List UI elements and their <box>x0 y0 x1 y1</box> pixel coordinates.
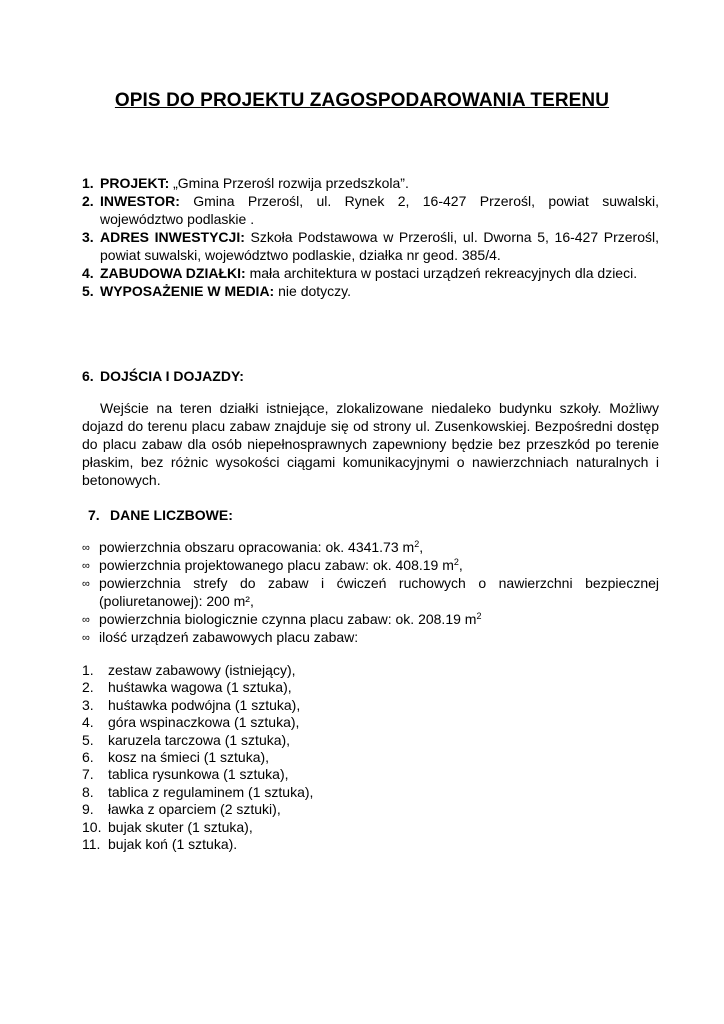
list-text: góra wspinaczkowa (1 sztuka), <box>108 714 300 731</box>
info-item-label: PROJEKT: <box>100 175 170 191</box>
info-item-number: 5. <box>82 283 94 299</box>
list-item <box>82 714 313 731</box>
list-item <box>82 836 313 853</box>
info-item-number: 3. <box>82 229 94 245</box>
section-access-paragraph: Wejście na teren działki istniejące, zlokalizowane niedaleko budynku szkoły. Możliwy dojazd do terenu placu zabaw znajduje się od strony ul. Zusenkowskiej. Bezpośredni dostęp do placu zabaw dla osób niepełnosprawnych zapewniony będzie bez przeszkód po terenie płaskim, bez różnic wysokości ciągami komunikacyjnymi o nawierzchniach naturalnych i betonowych. <box>82 400 659 488</box>
equipment-list <box>82 662 313 853</box>
bullet-suffix: , <box>419 539 424 555</box>
list-text: karuzela tarczowa (1 sztuka), <box>108 731 291 748</box>
info-item-label: WYPOSAŻENIE W MEDIA: <box>100 283 275 299</box>
list-number: 7. <box>82 766 94 783</box>
info-item-text: Gmina Przerośl, ul. Rynek 2, 16-427 Przerośl, powiat suwalski, województwo podlaskie . <box>100 193 659 227</box>
info-item-text: nie dotyczy. <box>278 283 352 299</box>
infinity-bullet-icon: ∞ <box>82 632 90 644</box>
section-heading: DANE LICZBOWE: <box>110 507 233 523</box>
bullet-item <box>82 556 659 574</box>
list-text: zestaw zabawowy (istniejący), <box>108 662 296 678</box>
list-item <box>82 679 313 696</box>
bullet-text: ilość urządzeń zabawowych placu zabaw: <box>99 629 359 645</box>
list-number: 9. <box>82 801 94 818</box>
list-number: 11. <box>82 836 101 853</box>
info-item-investor <box>82 192 659 228</box>
list-item <box>82 662 313 679</box>
list-number: 3. <box>82 696 94 713</box>
list-text: ławka z oparciem (2 sztuki), <box>108 801 281 818</box>
list-number: 2. <box>82 679 94 696</box>
list-text: bujak skuter (1 sztuka), <box>108 818 253 835</box>
list-item <box>82 801 313 818</box>
info-item-address <box>82 228 659 264</box>
list-item <box>82 766 313 783</box>
info-item-number: 1. <box>82 175 94 191</box>
list-number: 5. <box>82 731 94 748</box>
figures-bullet-list <box>82 538 659 646</box>
list-item <box>82 819 313 836</box>
project-info-list <box>82 174 659 300</box>
bullet-text: powierzchnia projektowanego placu zabaw: ok. 408.19 m <box>99 557 454 573</box>
info-item-development <box>82 264 659 282</box>
list-text: huśtawka wagowa (1 sztuka), <box>108 679 292 696</box>
list-number: 8. <box>82 783 94 800</box>
info-item-project <box>82 174 659 192</box>
bullet-item <box>82 538 659 556</box>
infinity-bullet-icon: ∞ <box>82 614 90 626</box>
list-text: tablica z regulaminem (1 sztuka), <box>108 783 314 800</box>
info-item-label: ZABUDOWA DZIAŁKI: <box>100 265 246 281</box>
list-text: tablica rysunkowa (1 sztuka), <box>108 766 289 783</box>
bullet-text: powierzchnia obszaru opracowania: ok. 4341.73 m <box>99 539 415 555</box>
infinity-bullet-icon: ∞ <box>82 560 90 572</box>
infinity-bullet-icon: ∞ <box>82 578 90 590</box>
info-item-text: Szkoła Podstawowa w Przerośli, ul. Dworna 5, 16-427 Przerośl, powiat suwalski, województwo podlaskie, działka nr geod. 385/4. <box>100 229 659 263</box>
bullet-text: powierzchnia strefy do zabaw i ćwiczeń ruchowych o nawierzchni bezpiecznej (poliuretanowej): 200 m², <box>99 575 659 609</box>
bullet-suffix: , <box>458 557 463 573</box>
info-item-text: „Gmina Przerośl rozwija przedszkola”. <box>173 175 409 191</box>
section-heading: DOJŚCIA I DOJAZDY: <box>100 368 244 384</box>
list-item <box>82 784 313 801</box>
list-number: 10. <box>82 818 102 835</box>
info-item-utilities <box>82 282 659 300</box>
info-item-label: INWESTOR: <box>100 193 180 209</box>
list-text: huśtawka podwójna (1 sztuka), <box>108 696 301 713</box>
list-item <box>82 732 313 749</box>
bullet-item <box>82 628 659 646</box>
list-item <box>82 697 313 714</box>
info-item-label: ADRES INWESTYCJI: <box>100 229 245 245</box>
section-access-heading <box>82 368 244 384</box>
list-number: 1. <box>82 662 94 678</box>
page-title: OPIS DO PROJEKTU ZAGOSPODAROWANIA TERENU <box>114 90 610 111</box>
section-number: 6. <box>82 368 94 384</box>
info-item-text: mała architektura w postaci urządzeń rekreacyjnych dla dzieci. <box>249 265 638 281</box>
bullet-text: powierzchnia biologicznie czynna placu zabaw: ok. 208.19 m <box>99 611 477 627</box>
superscript: 2 <box>414 539 420 549</box>
section-number: 7. <box>88 507 100 523</box>
info-item-number: 4. <box>82 265 94 281</box>
bullet-item <box>82 574 659 610</box>
superscript: 2 <box>453 557 459 567</box>
section-figures-heading <box>88 507 233 523</box>
list-number: 6. <box>82 749 94 766</box>
infinity-bullet-icon: ∞ <box>82 542 90 554</box>
list-item <box>82 749 313 766</box>
superscript: 2 <box>476 611 482 621</box>
list-number: 4. <box>82 714 94 731</box>
info-item-number: 2. <box>82 193 94 209</box>
list-text: bujak koń (1 sztuka). <box>108 836 238 853</box>
bullet-item <box>82 610 659 628</box>
list-text: kosz na śmieci (1 sztuka), <box>108 749 270 766</box>
